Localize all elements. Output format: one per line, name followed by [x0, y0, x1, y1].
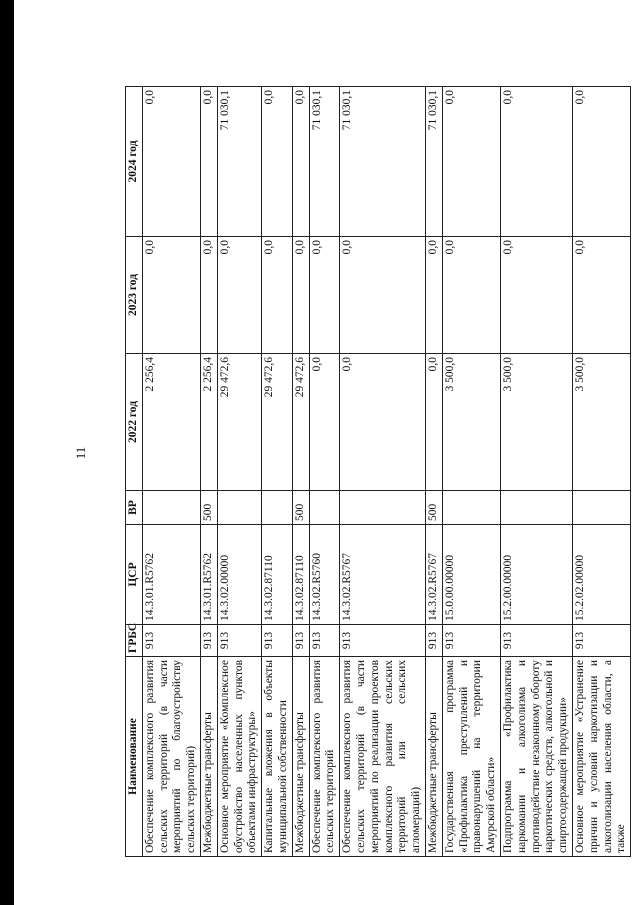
cell-2024: 0,0: [500, 87, 572, 237]
cell-vr: [142, 491, 200, 525]
cell-2023: 0,0: [200, 237, 217, 354]
cell-2023: 0,0: [425, 237, 442, 354]
cell-name: Основное мероприятие «Устранение причин и условий наркотизации и алкоголизации населения области, а также: [572, 657, 630, 857]
cell-name: Основное мероприятие «Комплексное обустройство населенных пунктов объектами инфраструктуры»: [217, 657, 261, 857]
cell-csr: 15.2.02.00000: [572, 525, 630, 625]
cell-name: Межбюджетные трансферты: [200, 657, 217, 857]
cell-2024: 71 030,1: [425, 87, 442, 237]
table-row: [217, 87, 261, 857]
cell-csr: 14.3.02.87110: [262, 525, 293, 625]
cell-2024: 71 030,1: [217, 87, 261, 237]
table-body: [142, 87, 630, 857]
page-number: 11: [73, 446, 88, 460]
table-row: [309, 87, 340, 857]
cell-grbs: 913: [292, 625, 309, 657]
table-row: [572, 87, 630, 857]
table-row: [200, 87, 217, 857]
cell-vr: [262, 491, 293, 525]
cell-2023: 0,0: [442, 237, 500, 354]
cell-2022: 29 472,6: [292, 354, 309, 491]
header-vr: ВР: [126, 491, 143, 525]
cell-2024: 71 030,1: [309, 87, 340, 237]
cell-2022: 3 500,0: [500, 354, 572, 491]
cell-2024: 0,0: [142, 87, 200, 237]
cell-2024: 0,0: [442, 87, 500, 237]
cell-vr: [309, 491, 340, 525]
table-row: [340, 87, 426, 857]
cell-name: Межбюджетные трансферты: [425, 657, 442, 857]
cell-name: Подпрограмма «Профилактика наркомании и алкоголизма и противодействие незаконному обороту наркотических средств, алкогольной и спиртосодержащей продукции»: [500, 657, 572, 857]
cell-csr: 14.3.02.R5760: [309, 525, 340, 625]
cell-2022: 2 256,4: [200, 354, 217, 491]
cell-grbs: 913: [572, 625, 630, 657]
binding-edge: [0, 0, 14, 905]
table-row: [142, 87, 200, 857]
cell-2024: 0,0: [572, 87, 630, 237]
rotated-table-container: [125, 87, 628, 857]
cell-2023: 0,0: [217, 237, 261, 354]
header-2023: 2023 год: [126, 237, 143, 354]
cell-csr: 15.0.00.00000: [442, 525, 500, 625]
cell-2023: 0,0: [500, 237, 572, 354]
cell-2023: 0,0: [309, 237, 340, 354]
cell-2022: 2 256,4: [142, 354, 200, 491]
header-2022: 2022 год: [126, 354, 143, 491]
cell-2024: 71 030,1: [340, 87, 426, 237]
header-csr: ЦСР: [126, 525, 143, 625]
cell-vr: [500, 491, 572, 525]
cell-2023: 0,0: [572, 237, 630, 354]
cell-2022: 3 500,0: [442, 354, 500, 491]
cell-grbs: 913: [200, 625, 217, 657]
cell-2023: 0,0: [142, 237, 200, 354]
cell-name: Капитальные вложения в объекты муниципальной собственности: [262, 657, 293, 857]
cell-grbs: 913: [142, 625, 200, 657]
cell-2023: 0,0: [340, 237, 426, 354]
cell-csr: 14.3.02.R5767: [340, 525, 426, 625]
table-row: [442, 87, 500, 857]
cell-2022: 0,0: [340, 354, 426, 491]
cell-name: Обеспечение комплексного развития сельских территорий (в части мероприятий по реализации проектов комплексного развития сельских территорий или сельских агломераций): [340, 657, 426, 857]
cell-csr: 14.3.02.00000: [217, 525, 261, 625]
table-row: [262, 87, 293, 857]
cell-vr: 500: [425, 491, 442, 525]
cell-2022: 0,0: [309, 354, 340, 491]
header-grbs: ГРБС: [126, 625, 143, 657]
cell-vr: 500: [200, 491, 217, 525]
cell-2022: 29 472,6: [262, 354, 293, 491]
cell-name: Межбюджетные трансферты: [292, 657, 309, 857]
cell-grbs: 913: [500, 625, 572, 657]
cell-csr: 14.3.01.R5762: [200, 525, 217, 625]
cell-csr: 14.3.02.R5767: [425, 525, 442, 625]
table-header-row: [126, 87, 143, 857]
cell-2022: 0,0: [425, 354, 442, 491]
cell-grbs: 913: [340, 625, 426, 657]
cell-vr: [217, 491, 261, 525]
cell-csr: 14.3.01.R5762: [142, 525, 200, 625]
table-row: [500, 87, 572, 857]
cell-vr: [340, 491, 426, 525]
cell-grbs: 913: [262, 625, 293, 657]
cell-2022: 29 472,6: [217, 354, 261, 491]
cell-2022: 3 500,0: [572, 354, 630, 491]
cell-grbs: 913: [309, 625, 340, 657]
table-row: [425, 87, 442, 857]
cell-2024: 0,0: [292, 87, 309, 237]
cell-2023: 0,0: [292, 237, 309, 354]
budget-table: [125, 86, 631, 857]
cell-csr: 15.2.00.00000: [500, 525, 572, 625]
table-row: [292, 87, 309, 857]
cell-csr: 14.3.02.87110: [292, 525, 309, 625]
cell-vr: 500: [292, 491, 309, 525]
cell-grbs: 913: [442, 625, 500, 657]
cell-name: Обеспечение комплексного развития сельских территорий: [309, 657, 340, 857]
cell-2024: 0,0: [200, 87, 217, 237]
cell-name: Обеспечение комплексного развития сельских территорий (в части мероприятий по благоустройству сельских территорий): [142, 657, 200, 857]
header-name: Наименование: [126, 657, 143, 857]
cell-2024: 0,0: [262, 87, 293, 237]
cell-name: Государственная программа «Профилактика преступлений и правонарушений на территории Амурской области»: [442, 657, 500, 857]
cell-vr: [442, 491, 500, 525]
cell-grbs: 913: [425, 625, 442, 657]
cell-vr: [572, 491, 630, 525]
cell-grbs: 913: [217, 625, 261, 657]
header-2024: 2024 год: [126, 87, 143, 237]
cell-2023: 0,0: [262, 237, 293, 354]
